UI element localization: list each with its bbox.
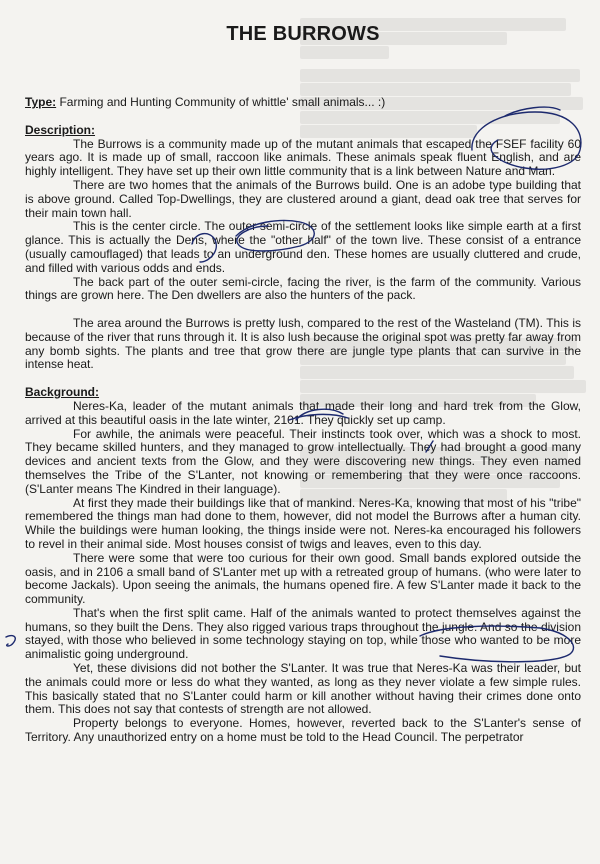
description-paragraph: This is the center circle. The outer semi-circle of the settlement looks like simple earth at a first glance. This is actually the Dens, where the "other half" of the town live. These consist of a entrance (usually camouflaged) that leads to an underground den. These homes are usually cluttered and crude, and filled with various odds and ends. (25, 219, 581, 275)
document-page (25, 22, 581, 759)
type-line (25, 96, 581, 110)
type-label: Type: (25, 95, 57, 109)
type-text: Farming and Hunting Community of whittle' small animals... :) (59, 95, 386, 109)
background-section (25, 386, 581, 745)
description-paragraph: The back part of the outer semi-circle, facing the river, is the farm of the community. Various things are grown here. The Den dwellers are also the hunters of the pack. (25, 274, 581, 303)
page-title: THE BURROWS (226, 23, 380, 45)
description-paragraph: There are two homes that the animals of the Burrows build. One is an adobe type building that is above ground. Called Top-Dwellings, they are clustered around a giant, dead oak tree that serves for their main town hall. (25, 177, 581, 220)
description-paragraph: The Burrows is a community made up of the mutant animals that escaped the FSEF facility 60 years ago. It is made up of small, raccoon like animals. These animals speak fluent English, and are highly intelligent. They have set up their own little community that is a link between Nature and Man. (25, 136, 581, 179)
background-paragraph: Property belongs to everyone. Homes, however, reverted back to the S'Lanter's sense of Territory. Any unauthorized entry on a home must be told to the Head Council. The perpetrator (25, 716, 581, 745)
background-paragraph: At first they made their buildings like that of mankind. Neres-Ka, knowing that most of his "tribe" remembered the things man had done to them, however, did not model the Burrows after a human city. While the buildings were human looking, the things inside were not. Neres-ka encouraged his followers to revel in their animal side. Most houses consist of twigs and leaves, even to this day. (25, 495, 581, 551)
background-label: Background: (25, 385, 100, 400)
background-paragraph: Yet, these divisions did not bother the S'Lanter. It was true that Neres-Ka was their leader, but the animals could more or less do what they wanted, as long as they never violate a few simple rules. This basically stated that no S'Lanter could harm or kill another without having their crimes done onto them. This does not say that contests of strength are not allowed. (25, 661, 581, 717)
background-paragraph: There were some that were too curious for their own good. Small bands explored outside the oasis, and in 2106 a small band of S'Lanter met up with a retreated group of humans. (who were later to become Jackals). Upon seeing the animals, the humans opened fire. A few S'Lanter made it back to the community. (25, 550, 581, 607)
margin-tick-mark (6, 636, 15, 646)
description-section (25, 124, 581, 372)
description-label: Description: (25, 122, 96, 137)
background-paragraph: Neres-Ka, leader of the mutant animals that made their long and hard trek from the Glow, arrived at this beautiful oasis in the late winter, 2101. They quickly set up camp. (25, 398, 581, 427)
background-paragraph: That's when the first split came. Half of the animals wanted to protect themselves against the humans, so they built the Dens. They also rigged various traps throughout the jungle. And so the division stayed, with those who believed in some technology staying on top, while those who wanted to be more animalistic going underground. (25, 605, 581, 662)
background-paragraph: For awhile, the animals were peaceful. Their instincts took over, which was a shock to most. They became skilled hunters, and they managed to grow intellectually. They had brought a good many devices and ancient texts from the Glow, and they were discovering new things. They even named themselves the Tribe of the S'Lanter, not knowing or remembering that they were once raccoons. (S'Lanter means The Kindred in their language). (25, 426, 581, 496)
description-paragraph: The area around the Burrows is pretty lush, compared to the rest of the Wasteland (TM). This is because of the river that runs through it. It is also lush because the original spot was pretty far away from any bomb sights. The plants and tree that grow there are jungle type plants that can survive in the intense heat. (25, 315, 581, 372)
